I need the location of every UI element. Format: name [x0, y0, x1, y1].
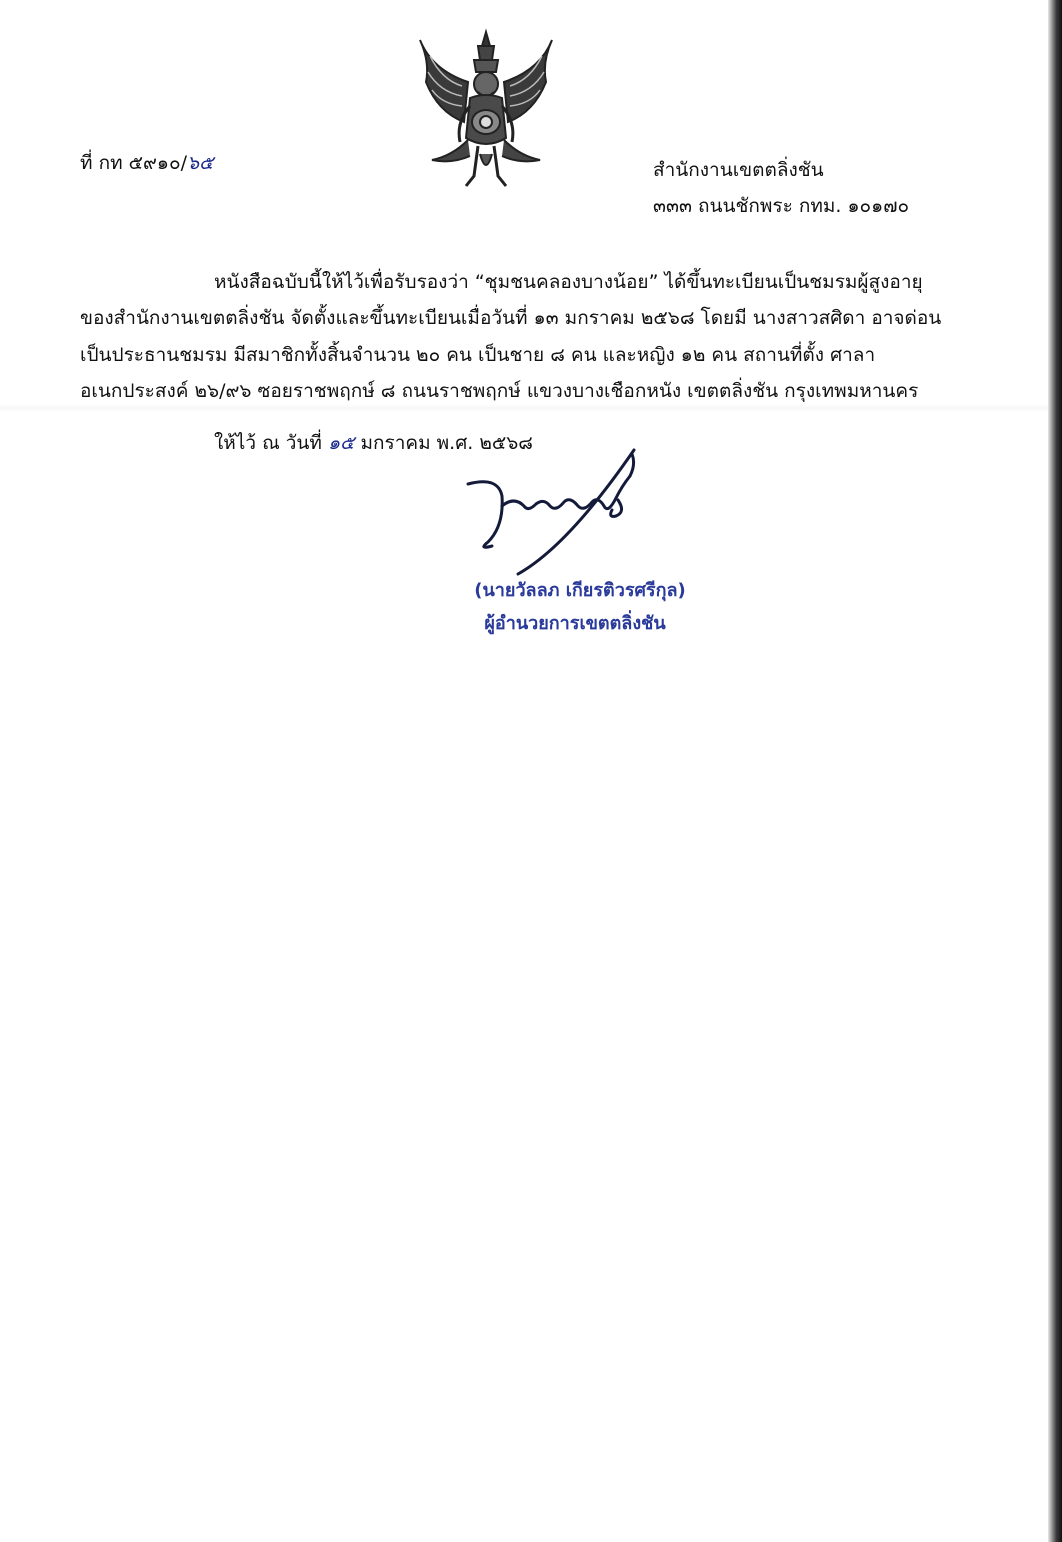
office-address: ๓๓๓ ถนนชักพระ กทม. ๑๐๑๗๐ [653, 195, 910, 217]
signature [458, 446, 648, 576]
given-day: ๑๕ [327, 432, 355, 454]
fold-line [0, 404, 1048, 412]
reference-number [80, 148, 213, 178]
scan-edge-shadow [1048, 0, 1062, 1542]
signer-name: (นายวัลลภ เกียรติวรศรีกุล) [474, 580, 686, 601]
office-name: สำนักงานเขตตลิ่งชัน [653, 159, 824, 181]
reference-prefix: ที่ กท ๕๙๑๐/ [80, 152, 187, 174]
body-line-1: หนังสือฉบับนี้ให้ไว้เพื่อรับรองว่า “ชุมชนคลองบางน้อย” ได้ขึ้นทะเบียนเป็นชมรมผู้สูงอายุ [214, 271, 923, 293]
reference-handwritten-number: ๖๕ [187, 152, 214, 174]
body-line-3: เป็นประธานชมรม มีสมาชิกทั้งสิ้นจำนวน ๒๐ คน เป็นชาย ๘ คน และหญิง ๑๒ คน สถานที่ตั้ง ศาลา [80, 344, 876, 366]
body-line-4: อเนกประสงค์ ๒๖/๙๖ ซอยราชพฤกษ์ ๘ ถนนราชพฤกษ์ แขวงบางเชือกหนัง เขตตลิ่งชัน กรุงเทพมหานคร [80, 380, 919, 402]
given-prefix: ให้ไว้ ณ วันที่ [214, 432, 328, 454]
signer-title: ผู้อำนวยการเขตตลิ่งชัน [484, 613, 666, 634]
given-suffix: มกราคม พ.ศ. ๒๕๖๘ [354, 432, 533, 454]
garuda-emblem [412, 26, 560, 194]
body-line-2: ของสำนักงานเขตตลิ่งชัน จัดตั้งและขึ้นทะเบียนเมื่อวันที่ ๑๓ มกราคม ๒๕๖๘ โดยมี นางสาวสศิดา อาจด่อน [80, 307, 942, 329]
